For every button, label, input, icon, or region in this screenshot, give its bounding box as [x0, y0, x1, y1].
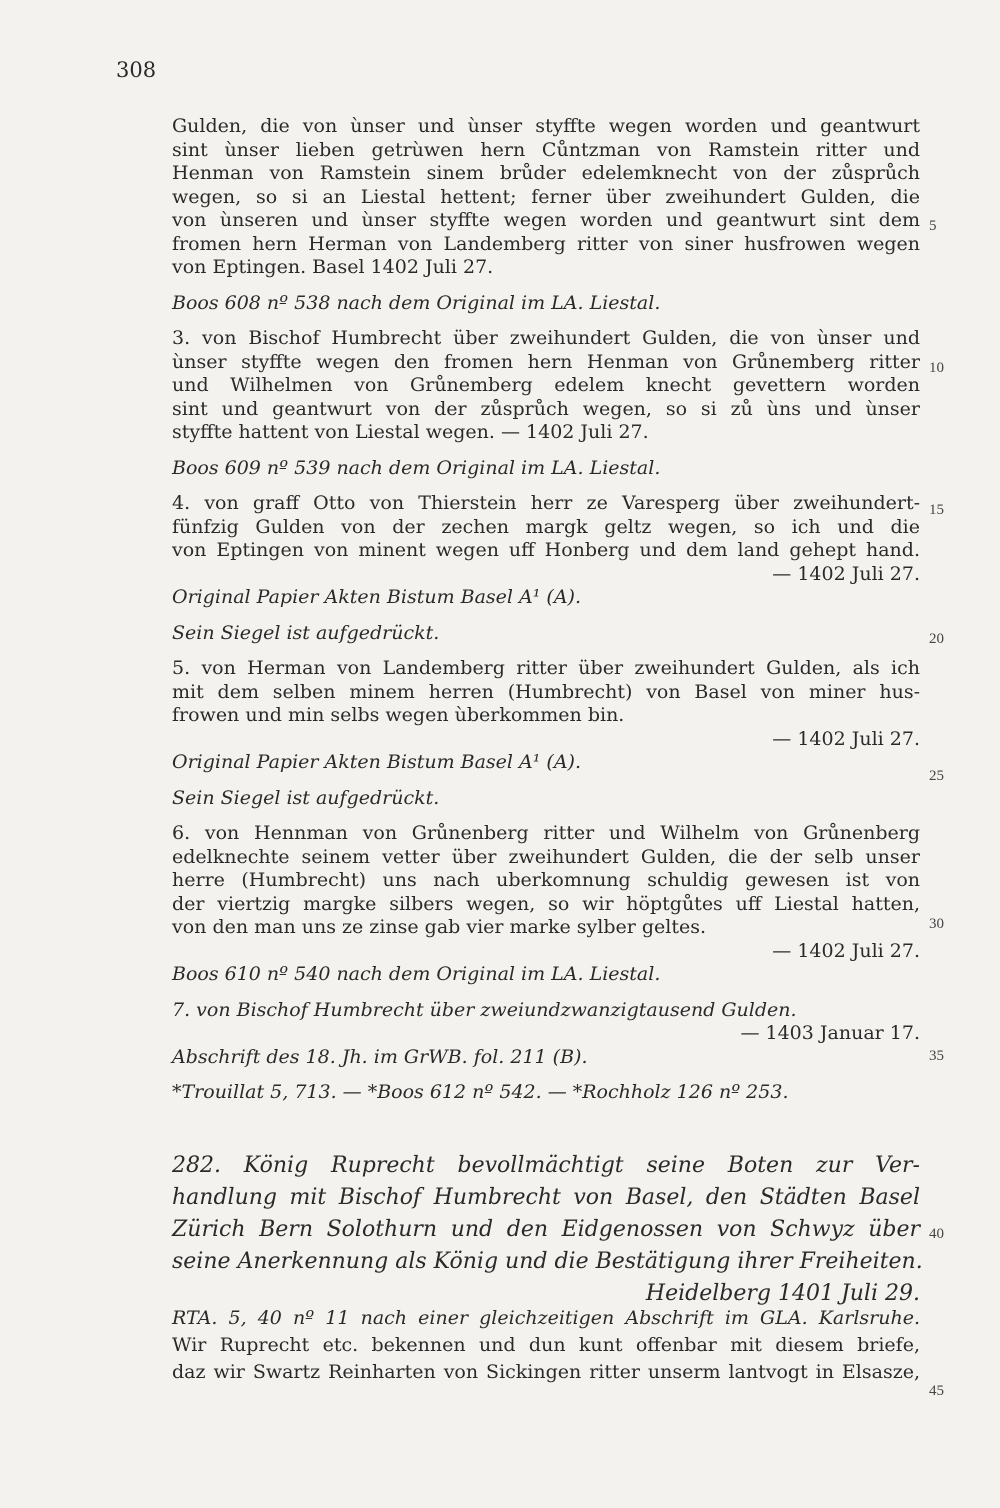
text-line: *Trouillat 5, 713. — *Boos 612 nº 542. — *Rochholz 126 nº 253. — [172, 1081, 789, 1103]
text-line: ùnser styffte wegen den fromen hern Henman von Grůnemberg ritter — [172, 350, 920, 373]
text-line: styffte hattent von Liestal wegen. — 1402 Juli 27. — [172, 421, 649, 443]
text-line: Boos 609 nº 539 nach dem Original im LA. Liestal. — [172, 456, 661, 479]
text-line: Boos 610 nº 540 nach dem Original im LA. Liestal. — [172, 963, 661, 985]
text-line: sint und geantwurt von der zůsprůch wegen, so si zů ùns und ùnser — [172, 397, 920, 420]
text-line: — 1402 Juli 27. — [772, 727, 920, 750]
text-line: fromen hern Herman von Landemberg ritter von siner husfrowen wegen — [172, 232, 920, 255]
text-line: von Eptingen von minent wegen uff Honberg und dem land gehept hand. — [172, 539, 920, 561]
text-line: und Wilhelmen von Grůnemberg edelem knecht gevettern worden — [172, 374, 920, 396]
line-number: 5 — [929, 218, 937, 234]
text-line: Zürich Bern Solothurn und den Eidgenossen von Schwyz über — [172, 1217, 920, 1242]
line-number: 35 — [929, 1048, 944, 1064]
text-line: von Eptingen. Basel 1402 Juli 27. — [172, 256, 494, 278]
text-line: Henman von Ramstein sinem brůder edelemknecht von der zůsprůch — [172, 162, 920, 184]
text-line: sint ùnser lieben getrùwen hern Cůntzman von Ramstein ritter und — [172, 138, 920, 161]
text-line: 5. von Herman von Landemberg ritter über zweihundert Gulden, als ich — [172, 657, 920, 679]
line-number: 45 — [929, 1383, 944, 1399]
text-line: seine Anerkennung als König und die Bestätigung ihrer Freiheiten. — [172, 1249, 923, 1274]
text-line: edelknechte seinem vetter über zweihundert Gulden, die der selb unser — [172, 845, 920, 868]
text-line: frowen und min selbs wegen ùberkommen bin. — [172, 704, 625, 726]
text-line: herre (Humbrecht) uns nach uberkomnung schuldig gewesen ist von — [172, 869, 920, 891]
text-line: mit dem selben minem herren (Humbrecht) von Basel von miner hus- — [172, 680, 920, 703]
line-number: 10 — [929, 360, 944, 376]
text-line: Sein Siegel ist aufgedrückt. — [172, 786, 440, 809]
line-number: 25 — [929, 768, 944, 784]
text-line: der viertzig margke silbers wegen, so wir höptgůtes uff Liestal hatten, — [172, 892, 920, 915]
text-line: Heidelberg 1401 Juli 29. — [645, 1281, 920, 1306]
text-line: handlung mit Bischof Humbrecht von Basel, den Städten Basel — [172, 1185, 920, 1210]
page-number: 308 — [116, 58, 157, 82]
text-line: 3. von Bischof Humbrecht über zweihundert Gulden, die von ùnser und — [172, 327, 920, 349]
text-line: RTA. 5, 40 nº 11 nach einer gleichzeitigen Abschrift im GLA. Karlsruhe. — [172, 1307, 920, 1329]
text-line: von ùnseren und ùnser styffte wegen worden und geantwurt sint dem — [172, 209, 920, 231]
text-line: Sein Siegel ist aufgedrückt. — [172, 621, 440, 644]
main-text — [172, 115, 920, 1105]
charter-text — [172, 1305, 920, 1386]
text-line: Original Papier Akten Bistum Basel A¹ (A). — [172, 751, 581, 773]
line-number: 40 — [929, 1226, 944, 1242]
text-line: — 1402 Juli 27. — [772, 939, 920, 962]
text-line: 282. König Ruprecht bevollmächtigt seine Boten zur Ver- — [172, 1153, 920, 1178]
text-line: Wir Ruprecht etc. bekennen und dun kunt offenbar mit diesem briefe, — [172, 1334, 920, 1356]
text-line: 4. von graff Otto von Thierstein herr ze Varesperg über zweihundert- — [172, 492, 920, 514]
line-number: 15 — [929, 502, 944, 518]
text-line: — 1402 Juli 27. — [772, 562, 920, 585]
line-number: 20 — [929, 631, 944, 647]
text-line: Abschrift des 18. Jh. im GrWB. fol. 211 (B). — [172, 1045, 588, 1068]
text-line: Gulden, die von ùnser und ùnser styffte wegen worden und geantwurt — [172, 115, 920, 137]
text-line: wegen, so si an Liestal hettent; ferner über zweihundert Gulden, die — [172, 185, 920, 208]
text-line: 7. von Bischof Humbrecht über zweiundzwanzigtausend Gulden. — [172, 998, 797, 1021]
text-line: Original Papier Akten Bistum Basel A¹ (A). — [172, 586, 581, 608]
text-line: Boos 608 nº 538 nach dem Original im LA. Liestal. — [172, 291, 661, 314]
text-line: — 1403 Januar 17. — [740, 1022, 920, 1044]
line-number: 30 — [929, 916, 944, 932]
text-line: 6. von Hennman von Grůnenberg ritter und Wilhelm von Grůnenberg — [172, 822, 920, 844]
text-line: fünfzig Gulden von der zechen margk geltz wegen, so ich und die — [172, 515, 920, 538]
section-heading-282 — [172, 1150, 923, 1310]
text-line: von den man uns ze zinse gab vier marke sylber geltes. — [172, 916, 707, 938]
text-line: daz wir Swartz Reinharten von Sickingen ritter unserm lantvogt in Elsasze, — [172, 1361, 920, 1383]
